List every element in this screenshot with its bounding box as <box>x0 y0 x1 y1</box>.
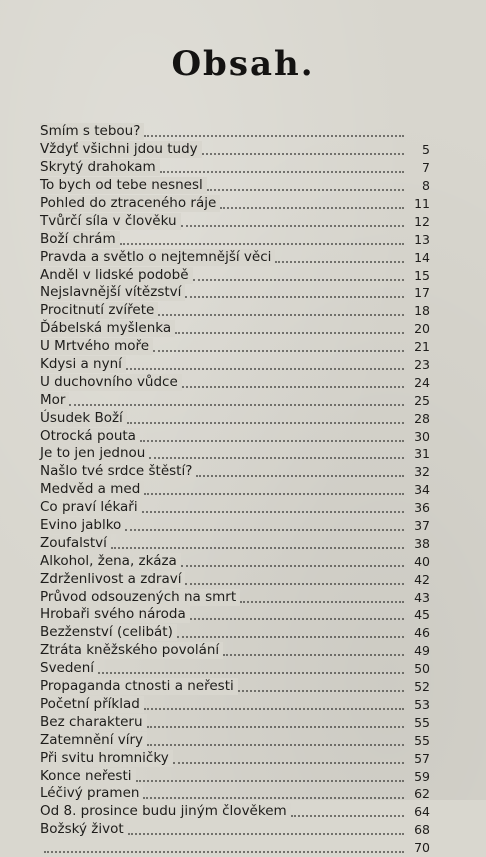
toc-entry-title: Ztráta kněžského povolání <box>40 642 223 659</box>
toc-entry-title: Početní příklad <box>40 696 144 713</box>
dot-leader <box>185 295 404 298</box>
toc-entry <box>40 123 430 141</box>
toc-entry <box>40 803 430 821</box>
dot-leader <box>147 725 404 728</box>
toc-entry <box>40 338 430 356</box>
toc-entry-title: Boží chrám <box>40 231 120 248</box>
dot-leader <box>149 456 404 459</box>
toc-entry-title: Úsudek Boží <box>40 410 127 427</box>
dot-leader <box>142 510 404 513</box>
toc-entry <box>40 660 430 678</box>
dot-leader <box>240 600 404 603</box>
toc-entry-page-number: 14 <box>414 249 430 265</box>
dot-leader <box>181 564 404 567</box>
dot-leader <box>177 635 404 638</box>
toc-entry <box>40 749 430 767</box>
dot-leader <box>44 850 404 853</box>
dot-leader <box>182 385 404 388</box>
toc-entry-page-number: 68 <box>414 822 430 838</box>
dot-leader <box>143 796 404 799</box>
dot-leader <box>275 260 404 263</box>
toc-entry-page-number: 31 <box>414 446 430 462</box>
toc-entry-page-number: 15 <box>414 267 430 283</box>
toc-entry <box>40 141 430 159</box>
toc-entry-page-number: 64 <box>414 804 430 820</box>
toc-entry-page-number: 70 <box>414 840 430 856</box>
toc-entry <box>40 373 430 391</box>
toc-entry-page-number: 13 <box>414 231 430 247</box>
dot-leader <box>223 653 404 656</box>
toc-entry-page-number: 11 <box>414 196 430 211</box>
toc-entry-page-number: 8 <box>422 178 430 194</box>
toc-entry <box>40 767 430 785</box>
dot-leader <box>190 617 404 620</box>
toc-entry-page-number: 23 <box>414 357 430 373</box>
toc-entry-title: Otrocká pouta <box>40 428 140 445</box>
dot-leader <box>136 779 404 782</box>
dot-leader <box>111 546 404 549</box>
dot-leader <box>160 170 404 173</box>
dot-leader <box>98 671 404 674</box>
toc-entry-page-number: 53 <box>414 696 430 712</box>
dot-leader <box>153 349 404 352</box>
toc-entry <box>40 212 430 230</box>
dot-leader <box>193 278 404 281</box>
toc-entry-page-number: 57 <box>414 750 430 766</box>
toc-entry-page-number: 42 <box>414 571 430 587</box>
toc-entry-title: Od 8. prosince budu jiným člověkem <box>40 803 291 820</box>
toc-entry-title: Kdysi a nyní <box>40 356 126 373</box>
dot-leader <box>147 743 404 746</box>
toc-entry <box>40 517 430 535</box>
toc-entry-page-number: 32 <box>414 464 430 480</box>
toc-entry-page-number: 46 <box>414 625 430 641</box>
dot-leader <box>120 242 404 245</box>
toc-entry <box>40 499 430 517</box>
toc-entry-page-number: 25 <box>414 392 430 408</box>
dot-leader <box>175 331 404 334</box>
toc-entry-page-number: 12 <box>414 213 430 229</box>
toc-entry <box>40 230 430 248</box>
toc-entry <box>40 427 430 445</box>
toc-entry <box>40 463 430 481</box>
toc-entry <box>40 391 430 409</box>
toc-entry-page-number: 52 <box>414 679 430 695</box>
toc-entry-page-number: 37 <box>414 518 430 534</box>
toc-entry-title: Vždyť všichni jdou tudy <box>40 141 202 158</box>
toc-entry <box>40 713 430 731</box>
toc-entry-title: Zatemnění víry <box>40 732 147 749</box>
toc-entry <box>40 624 430 642</box>
dot-leader <box>185 582 404 585</box>
toc-entry-page-number: 36 <box>414 500 430 516</box>
toc-entry <box>40 320 430 338</box>
toc-entry-title: Nejslavnější vítězství <box>40 284 185 301</box>
toc-entry-page-number: 50 <box>414 661 430 677</box>
dot-leader <box>127 421 404 424</box>
toc-entry-title: Léčivý pramen <box>40 785 143 802</box>
toc-entry-title: Hrobaři svého národa <box>40 606 190 623</box>
toc-entry-title: Zdrženlivost a zdraví <box>40 571 185 588</box>
toc-entry-page-number: 5 <box>422 142 430 158</box>
toc-entry-page-number: 34 <box>414 482 430 498</box>
toc-entry <box>40 195 430 213</box>
toc-entry-page-number: 45 <box>414 607 430 623</box>
toc-entry <box>40 248 430 266</box>
dot-leader <box>220 206 404 209</box>
dot-leader <box>140 439 404 442</box>
dot-leader <box>125 528 404 531</box>
page-title: Obsah. <box>171 44 315 84</box>
toc-entry-title: To bych od tebe nesnesl <box>40 177 207 194</box>
toc-entry-page-number: 55 <box>414 732 430 748</box>
toc-entry <box>40 284 430 302</box>
dot-leader <box>173 761 404 764</box>
toc-entry-title: Zoufalství <box>40 535 111 552</box>
toc-entry-title: Je to jen jednou <box>40 445 149 462</box>
toc-entry-page-number: 59 <box>414 768 430 784</box>
dot-leader <box>144 492 404 495</box>
toc-entry-page-number: 30 <box>414 428 430 444</box>
toc-entry-title: Bezženství (celibát) <box>40 624 177 641</box>
toc-entry-title: Co praví lékaři <box>40 499 142 516</box>
toc-entry-page-number: 18 <box>414 303 430 319</box>
toc-entry <box>40 356 430 374</box>
dot-leader <box>144 134 404 137</box>
toc-entry-title: Tvůrčí síla v člověku <box>40 213 181 230</box>
toc-entry <box>40 678 430 696</box>
dot-leader <box>144 707 404 710</box>
toc-entry-title: Medvěd a med <box>40 481 144 498</box>
toc-entry <box>40 588 430 606</box>
toc-entry-page-number: 17 <box>414 285 430 301</box>
toc-entry <box>40 534 430 552</box>
toc-entry-title: Při svitu hromničky <box>40 750 173 767</box>
toc-entry <box>40 552 430 570</box>
toc-entry-title: Pohled do ztraceného ráje <box>40 195 220 212</box>
toc-entry-page-number: 38 <box>414 535 430 551</box>
toc-entry-page-number: 49 <box>414 643 430 659</box>
toc-entry-title: Mor <box>40 392 69 409</box>
dot-leader <box>69 403 404 406</box>
toc-entry <box>40 266 430 284</box>
toc-entry-title: Procitnutí zvířete <box>40 302 158 319</box>
toc-entry-title: Skrytý drahokam <box>40 159 160 176</box>
toc-entry-page-number: 20 <box>414 321 430 337</box>
toc-entry-title: Anděl v lidské podobě <box>40 267 193 284</box>
toc-entry <box>40 731 430 749</box>
dot-leader <box>196 474 404 477</box>
toc-entry <box>40 642 430 660</box>
toc-entry-title: Propaganda ctnosti a neřesti <box>40 678 238 695</box>
toc-entry-title: Konce neřesti <box>40 768 136 785</box>
toc-entry-page-number: 62 <box>414 786 430 802</box>
toc-entry-title: Ďábelská myšlenka <box>40 320 175 337</box>
dot-leader <box>126 367 404 370</box>
toc-entry-title: Pravda a světlo o nejtemnější věci <box>40 249 275 266</box>
dot-leader <box>128 832 404 835</box>
toc-entry <box>40 302 430 320</box>
dot-leader <box>158 313 404 316</box>
dot-leader <box>238 689 404 692</box>
toc-entry-title: Bez charakteru <box>40 714 147 731</box>
toc-entry-page-number: 21 <box>414 339 430 355</box>
table-of-contents <box>40 123 430 857</box>
toc-entry <box>40 481 430 499</box>
toc-entry <box>40 785 430 803</box>
dot-leader <box>291 814 404 817</box>
toc-entry <box>40 159 430 177</box>
toc-entry <box>40 570 430 588</box>
toc-entry <box>40 177 430 195</box>
toc-entry-title: Smím s tebou? <box>40 123 144 140</box>
toc-entry <box>40 606 430 624</box>
toc-entry-page-number: 24 <box>414 374 430 390</box>
toc-entry-page-number: 28 <box>414 410 430 426</box>
toc-entry-page-number: 55 <box>414 714 430 730</box>
toc-entry <box>40 696 430 714</box>
toc-entry-title: Našlo tvé srdce štěstí? <box>40 463 196 480</box>
toc-entry-title: U duchovního vůdce <box>40 374 182 391</box>
dot-leader <box>181 224 404 227</box>
toc-entry <box>40 409 430 427</box>
toc-entry-title: Evino jablko <box>40 517 125 534</box>
toc-entry-title: Svedení <box>40 660 98 677</box>
toc-entry <box>40 445 430 463</box>
dot-leader <box>207 188 404 191</box>
dot-leader <box>202 152 404 155</box>
toc-entry-page-number: 7 <box>422 160 430 176</box>
toc-entry <box>40 839 430 857</box>
toc-entry-page-number: 43 <box>414 589 430 605</box>
toc-entry-title: U Mrtvého moře <box>40 338 153 355</box>
toc-entry <box>40 821 430 839</box>
toc-entry-title: Průvod odsouzených na smrt <box>40 589 240 606</box>
toc-entry-page-number: 40 <box>414 553 430 569</box>
toc-entry-title: Alkohol, žena, zkáza <box>40 553 181 570</box>
toc-entry-title: Božský život <box>40 821 128 838</box>
